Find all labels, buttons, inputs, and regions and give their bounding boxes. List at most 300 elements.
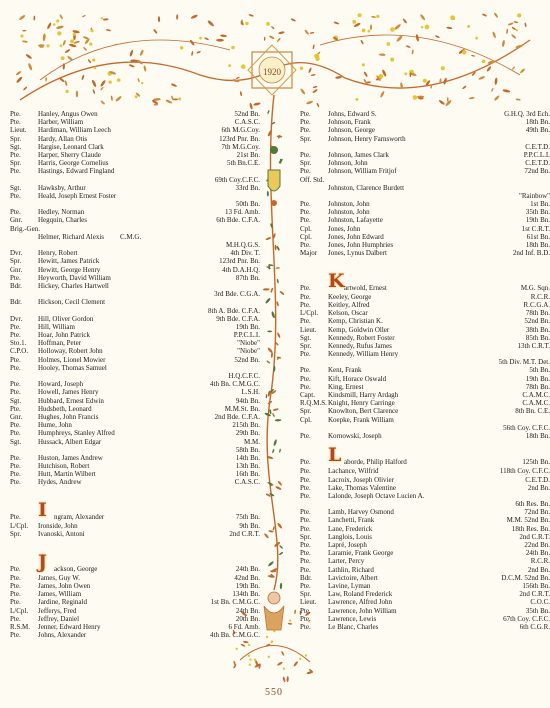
entry-unit: 4th Bn. C.M.G.C. <box>210 631 260 640</box>
entry-name: Johnson, Frank <box>328 118 371 127</box>
entry-unit: M.M.St. Bn. <box>224 404 260 413</box>
list-item <box>10 388 260 396</box>
list-item <box>300 233 550 241</box>
entry-rank: Cpl. <box>300 415 312 424</box>
entry-name: Jeffrey, Daniel <box>38 614 80 623</box>
list-item <box>10 176 260 184</box>
entry-unit: 6 Fd. Amb. <box>228 622 260 631</box>
entry-name: Koepke, Frank William <box>328 415 394 424</box>
list-item <box>10 582 260 590</box>
entry-name: Keitley, Alfred <box>328 300 370 309</box>
entry-unit: C.O.C. <box>530 598 550 607</box>
entry-name: Johnston, Clarence Burdett <box>328 183 405 192</box>
entry-rank: Pte. <box>300 524 311 533</box>
entry-name: James, John Owen <box>38 581 91 590</box>
entry-unit: 2nd C.R.T. <box>519 590 550 599</box>
entry-rank: Pte. <box>300 516 311 525</box>
list-item <box>300 399 550 407</box>
list-item <box>300 342 550 350</box>
entry-rank: Sgt. <box>10 142 22 151</box>
list-item <box>10 413 260 421</box>
entry-name: Hussack, Albert Edgar <box>38 437 102 446</box>
entry-name: Johnson, George <box>328 126 375 135</box>
entry-rank: Spr. <box>300 341 312 350</box>
list-item <box>300 533 550 541</box>
list-item <box>10 446 260 454</box>
entry-rank: L/Cpl. <box>300 309 319 318</box>
list-item <box>10 192 260 200</box>
list-item <box>300 167 550 175</box>
entry-name: Hooley, Thomas Samuel <box>38 363 107 372</box>
entry-rank: Pte. <box>300 292 311 301</box>
entry-rank: Bdr. <box>300 573 312 582</box>
entry-name: Hewitt, George Henry <box>38 265 101 274</box>
entry-unit: 2nd Inf. B.D. <box>512 249 550 258</box>
entry-rank: Lieut. <box>300 598 317 607</box>
entry-unit: 2nd Bn. <box>527 483 550 492</box>
entry-name: Hanley, Angus Owen <box>38 110 98 118</box>
list-item <box>10 323 260 331</box>
list-item <box>300 126 550 134</box>
entry-name: Hoar, John Patrick <box>38 331 91 340</box>
entry-name: Johns, Edward S. <box>328 110 377 118</box>
entry-unit: 123rd Pnr. Bn. <box>219 134 260 143</box>
entry-unit: P.P.C.L.I. <box>233 331 260 340</box>
entry-unit: 22nd Bn. <box>524 541 550 549</box>
list-item <box>10 397 260 405</box>
list-item <box>10 405 260 413</box>
entry-unit: L.S.H. <box>241 388 260 397</box>
list-item <box>300 176 550 184</box>
list-item <box>10 421 260 429</box>
entry-name: Lavictoire, Albert <box>328 573 378 582</box>
entry-rank: Pte. <box>300 126 311 135</box>
entry-unit: 13th C.R.T. <box>517 341 550 350</box>
entry-unit: 50th Bn. <box>235 200 260 209</box>
entry-rank: Spr. <box>10 530 22 539</box>
entry-name: Jenner, Edward Henry <box>38 622 101 631</box>
entry-rank: Pte. <box>300 581 311 590</box>
entry-rank: Spr. <box>300 159 312 168</box>
entry-rank: Gnr. <box>10 216 23 225</box>
entry-unit: 20th Bn. <box>235 614 260 623</box>
entry-name: Heyworth, David William <box>38 273 111 282</box>
entry-name: Hawksby, Arthur <box>38 183 86 192</box>
entry-unit: 52nd Bn. <box>234 110 260 118</box>
entry-unit: C.E.T.D. <box>525 159 550 168</box>
list-item <box>300 309 550 317</box>
entry-name: James, William <box>38 590 82 599</box>
vine-ornament-stem <box>263 95 285 590</box>
entry-unit: 1st Bn. <box>530 200 550 209</box>
entry-rank: Pte. <box>10 331 21 340</box>
entry-unit: 56th Coy. C.F.C. <box>503 423 550 432</box>
list-item <box>300 516 550 524</box>
list-item: Pte. artwold, Ernest M.G. Sqn. <box>300 283 550 292</box>
name-list <box>10 522 260 538</box>
entry-unit: 8th A. Bde. C.F.A. <box>208 306 260 315</box>
list-item <box>10 607 260 615</box>
entry-rank: Pte. <box>300 200 311 209</box>
entry-rank: Pte. <box>300 508 311 517</box>
entry-unit: 6th Bde. C.F.A. <box>216 216 260 225</box>
entry-name: Johnson, William Fritjof <box>328 167 397 176</box>
list-item <box>10 282 260 290</box>
list-item: Pte. aborde, Philip Halford 125th Bn. <box>300 458 550 467</box>
entry-name: Heald, Joseph Ernest Foster <box>38 191 117 200</box>
entry-unit: R.C.G.A. <box>523 300 550 309</box>
list-item <box>300 541 550 549</box>
list-item <box>10 615 260 623</box>
entry-unit: 18th Bn. <box>525 241 550 249</box>
entry-unit: 14th Bn. <box>235 453 260 462</box>
entry-name: James, Guy W. <box>38 573 80 582</box>
entry-unit: 87th Bn. <box>235 273 260 282</box>
entry-rank: Pte. <box>10 167 21 176</box>
entry-name: Lavine, Lyman <box>328 581 371 590</box>
list-item <box>300 484 550 492</box>
list-item <box>300 500 550 508</box>
entry-rank: Cpl. <box>300 232 312 241</box>
entry-rank: Pte. <box>10 322 21 331</box>
entry-rank: Pte. <box>300 366 311 375</box>
entry-name: Hardy, Allan Otis <box>38 134 88 143</box>
entry-name: Lake, Thomas Valentine <box>328 483 396 492</box>
entry-unit: 2nd Bn. <box>527 565 550 574</box>
entry-rank: Pte. <box>10 363 21 372</box>
entry-unit: C.E.T.D. <box>525 475 550 484</box>
entry-name: Kemp, Goldwin Oller <box>328 325 390 334</box>
list-item <box>10 151 260 159</box>
right-column <box>300 110 550 631</box>
entry-rank: Spr. <box>300 532 312 541</box>
list-item <box>10 110 260 118</box>
list-item <box>300 293 550 301</box>
entry-name: Hedley, Norman <box>38 208 85 217</box>
list-item <box>300 607 550 615</box>
entry-rank: Sgt. <box>10 396 22 405</box>
list-item <box>300 110 550 118</box>
entry-unit: 13 Fd. Amb. <box>224 208 260 217</box>
entry-rank: Pte. <box>10 273 21 282</box>
entry-name: Ironside, John <box>38 522 78 530</box>
entry-rank: Pte. <box>300 374 311 383</box>
entry-name: Hughes, John Francis <box>38 412 99 421</box>
entry-unit: 18th Bn. <box>525 431 550 440</box>
entry-name: Jones, John Edward <box>328 232 384 241</box>
entry-name: Hill, Oliver Gordon <box>38 314 94 323</box>
entry-rank: Pte. <box>10 118 21 127</box>
entry-unit: 5th Bn.C.E. <box>226 159 260 168</box>
entry-rank: Pte. <box>300 118 311 127</box>
entry-rank: Pte. <box>300 382 311 391</box>
entry-rank: Pte. <box>10 388 21 397</box>
list-item <box>300 375 550 383</box>
entry-rank: Spr. <box>300 590 312 599</box>
entry-unit: 123rd Pnr. Bn. <box>219 257 260 266</box>
entry-unit: 52nd Bn. <box>524 317 550 326</box>
entry-unit: 4th Div. T. <box>230 249 260 258</box>
list-item <box>10 347 260 355</box>
entry-unit: R.C.R. <box>530 292 550 301</box>
entry-rank: Pte. <box>10 453 21 462</box>
illuminated-initial-j: J <box>38 550 47 573</box>
list-item <box>300 118 550 126</box>
entry-unit: 18th Bn. <box>525 118 550 127</box>
entry-unit: 4th Bn. C.M.G.C. <box>210 380 260 389</box>
entry-unit: 49th Bn. <box>525 126 550 135</box>
list-item <box>10 380 260 388</box>
entry-unit: 156th Bn. <box>522 581 550 590</box>
entry-name: Keeley, George <box>328 292 372 301</box>
entry-rank: Pte. <box>10 590 21 599</box>
entry-rank: Pte. <box>300 549 311 558</box>
entry-name: Hardiman, William Leech <box>38 126 111 135</box>
list-item <box>10 257 260 265</box>
entry-unit: 5th Bn. <box>529 366 550 375</box>
entry-unit: C.A.S.C. <box>234 478 260 487</box>
list-item <box>300 574 550 582</box>
list-item <box>300 590 550 598</box>
entry-unit: 118th Coy. C.F.C. <box>499 467 550 476</box>
section-header-i <box>10 499 260 522</box>
list-item <box>300 508 550 516</box>
entry-name: Johnston, Lafayette <box>328 216 383 225</box>
entry-name: Lane, Frederick <box>328 524 373 533</box>
entry-rank: Sgt. <box>10 437 22 446</box>
entry-rank: Dvr. <box>10 249 23 258</box>
entry-name: Lawrence, Lewis <box>328 614 377 623</box>
list-item <box>10 438 260 446</box>
entry-rank: R.S.M. <box>10 622 31 631</box>
entry-unit: 67th Coy. C.F.C. <box>503 614 550 623</box>
list-item <box>300 358 550 366</box>
list-item <box>300 557 550 565</box>
entry-name: Hutchison, Robert <box>38 462 90 471</box>
entry-unit: 24th Bn. <box>235 606 260 615</box>
list-item <box>300 200 550 208</box>
entry-rank: Pte. <box>10 631 21 640</box>
list-item <box>300 151 550 159</box>
list-item <box>300 476 550 484</box>
list-item <box>10 184 260 192</box>
list-item <box>10 290 260 298</box>
entry-name: Henry, Robert <box>38 249 78 258</box>
entry-name: Lacroix, Joseph Olivier <box>328 475 394 484</box>
entry-unit: 94th Bn. <box>235 396 260 405</box>
entry-unit: H.Q.C.F.C. <box>228 372 260 380</box>
entry-rank: Brig.-Gen. <box>10 224 40 233</box>
entry-rank: Pte. <box>10 614 21 623</box>
list-item <box>10 339 260 347</box>
entry-rank: Off. Std. <box>300 175 325 184</box>
illuminated-initial-k: K <box>328 269 345 292</box>
entry-name: Hill, William <box>38 322 75 331</box>
entry-name: Johnston, John <box>328 208 370 217</box>
entry-unit: 33rd Bn. <box>235 183 260 192</box>
entry-unit: 61st Bn. <box>526 232 550 241</box>
list-item <box>300 143 550 151</box>
list-item <box>10 530 260 538</box>
entry-name: Harris, George Cornelius <box>38 159 109 168</box>
entry-name: Jones, John <box>328 224 361 233</box>
entry-name: Kift, Horace Oswald <box>328 374 387 383</box>
entry-name: Humphreys, Stanley Alfred <box>38 429 115 438</box>
entry-name: Lathlin, Richard <box>328 565 374 574</box>
left-column <box>10 110 260 639</box>
list-item <box>300 301 550 309</box>
entry-unit: 78th Bn. <box>525 382 550 391</box>
page-number: 550 <box>265 687 283 698</box>
entry-unit: C.M.G. <box>120 232 142 241</box>
list-item <box>10 241 260 249</box>
entry-name: Langlois, Louis <box>328 532 372 541</box>
year-label: 1920 <box>263 67 281 77</box>
entry-unit: 18th Res. Bn. <box>511 524 550 533</box>
entry-name: Jefferys, Fred <box>38 606 77 615</box>
shield-ornament <box>268 146 280 206</box>
entry-name: Johnson, Henry Farnsworth <box>328 134 406 143</box>
entry-name: Law, Roland Frederick <box>328 590 393 599</box>
entry-name: Kennedy, Robert Foster <box>328 333 395 342</box>
list-item <box>300 549 550 557</box>
entry-unit: 3rd Bde. C.G.A. <box>214 290 260 299</box>
entry-name: Harber, William <box>38 118 84 127</box>
name-list <box>300 467 550 631</box>
entry-name: Holloway, Robert John <box>38 347 103 356</box>
entry-rank: Pte. <box>10 470 21 479</box>
entry-name: Kelson, Oscar <box>328 309 368 318</box>
entry-rank: Pte. <box>300 475 311 484</box>
entry-rank: Sgt. <box>300 333 312 342</box>
entry-name: Howard, Joseph <box>38 380 84 389</box>
entry-rank: Pte. <box>300 614 311 623</box>
entry-rank: Pte. <box>300 167 311 176</box>
list-item <box>300 424 550 432</box>
entry-unit: 69th Coy.C.F.C. <box>214 175 260 184</box>
entry-rank: Dvr. <box>10 314 23 323</box>
name-list <box>10 574 260 640</box>
list-item <box>10 233 260 241</box>
entry-rank: Pte. <box>300 110 311 118</box>
list-item <box>10 598 260 606</box>
entry-unit: 58th Bn. <box>235 445 260 454</box>
entry-unit: 16th Bn. <box>235 470 260 479</box>
entry-rank: Spr. <box>300 407 312 416</box>
list-item <box>300 525 550 533</box>
list-item <box>300 366 550 374</box>
cherub-ornament <box>264 592 284 630</box>
entry-unit: 8th Bn. C.E. <box>515 407 550 416</box>
entry-unit: "Rainbow" <box>519 191 550 200</box>
entry-rank: Pte. <box>10 110 21 118</box>
entry-name: Laramie, Frank George <box>328 549 394 558</box>
list-item <box>300 350 550 358</box>
entry-name: Hoffman, Peter <box>38 339 82 348</box>
entry-unit: 1st C.R.T. <box>521 224 550 233</box>
illuminated-initial-i: I <box>38 499 47 521</box>
name-list <box>300 110 550 257</box>
entry-unit: 35th Bn. <box>525 208 550 217</box>
entry-unit: 6th M.G.Coy. <box>221 126 260 135</box>
entry-rank: Sto.1. <box>10 339 27 348</box>
entry-unit: 35th Bn. <box>525 606 550 615</box>
entry-rank: Pte. <box>300 317 311 326</box>
section-header-k <box>300 269 550 293</box>
entry-name: Knowlton, Bert Clarence <box>328 407 399 416</box>
entry-rank: Pte. <box>300 557 311 566</box>
entry-unit: 5th Div. M.T. Det. <box>498 358 550 367</box>
entry-name: Kennedy, William Henry <box>328 350 399 359</box>
entry-name: Lawrence, Alfred John <box>328 598 392 607</box>
list-item <box>300 615 550 623</box>
list-item <box>300 225 550 233</box>
list-item <box>10 364 260 372</box>
entry-name: Jones, John Humphries <box>328 241 394 249</box>
entry-unit: 13th Bn. <box>235 462 260 471</box>
entry-unit: 9th Bde. C.F.A. <box>216 314 260 323</box>
entry-unit: M.M. 52nd Bn. <box>506 516 550 525</box>
entry-rank: Pte. <box>10 150 21 159</box>
list-item <box>10 462 260 470</box>
entry-rank: Pte. <box>10 404 21 413</box>
entry-name: Jones, Lynus Dalbert <box>328 249 387 258</box>
entry-unit: "Niobe" <box>237 339 260 348</box>
entry-name: Lachance, Wilfrid <box>328 467 379 476</box>
list-item <box>10 623 260 631</box>
list-item <box>10 470 260 478</box>
entry-rank: C.P.O. <box>10 347 29 356</box>
entry-name: Jardine, Reginald <box>38 598 87 607</box>
entry-rank: L/Cpl. <box>10 522 29 530</box>
entry-unit: 21st Bn. <box>236 150 260 159</box>
entry-rank: Gnr. <box>10 412 23 421</box>
entry-unit: 78th Bn. <box>525 309 550 318</box>
entry-name: Kornowski, Joseph <box>328 431 382 440</box>
entry-name: Holmes, Lionel Mowier <box>38 355 106 364</box>
list-item <box>300 623 550 631</box>
list-item <box>10 274 260 282</box>
entry-rank: Spr. <box>10 257 22 266</box>
entry-rank: Capt. <box>300 391 315 399</box>
entry-name: Johnson, John <box>328 159 368 168</box>
list-item <box>10 315 260 323</box>
entry-unit: 72nd Bn. <box>524 508 550 517</box>
entry-rank: Pte. <box>10 478 21 487</box>
list-item <box>300 407 550 415</box>
entry-unit: 19th Bn. <box>525 374 550 383</box>
list-item <box>300 184 550 192</box>
entry-unit: 6th Res. Bn. <box>515 500 550 509</box>
entry-rank: Pte. <box>300 150 311 159</box>
entry-name: Hudsbeth, Leonard <box>38 404 92 413</box>
entry-rank: Spr. <box>10 134 22 143</box>
entry-rank: Pte. <box>300 467 311 476</box>
entry-name: King, Ernest <box>328 382 364 391</box>
entry-unit: 19th Bn. <box>235 322 260 331</box>
entry-unit: 52nd Bn. <box>234 355 260 364</box>
list-item <box>300 249 550 257</box>
entry-unit: 134th Bn. <box>232 590 260 599</box>
entry-name: Lapré, Joseph <box>328 541 367 549</box>
entry-rank: Pte. <box>300 483 311 492</box>
list-item <box>10 118 260 126</box>
entry-unit: 85th Bn. <box>525 333 550 342</box>
entry-unit: M.H.Q.G.S. <box>225 241 260 249</box>
entry-name: Le Blanc, Charles <box>328 622 379 631</box>
list-item <box>10 356 260 364</box>
entry-rank: Pte. <box>10 380 21 389</box>
